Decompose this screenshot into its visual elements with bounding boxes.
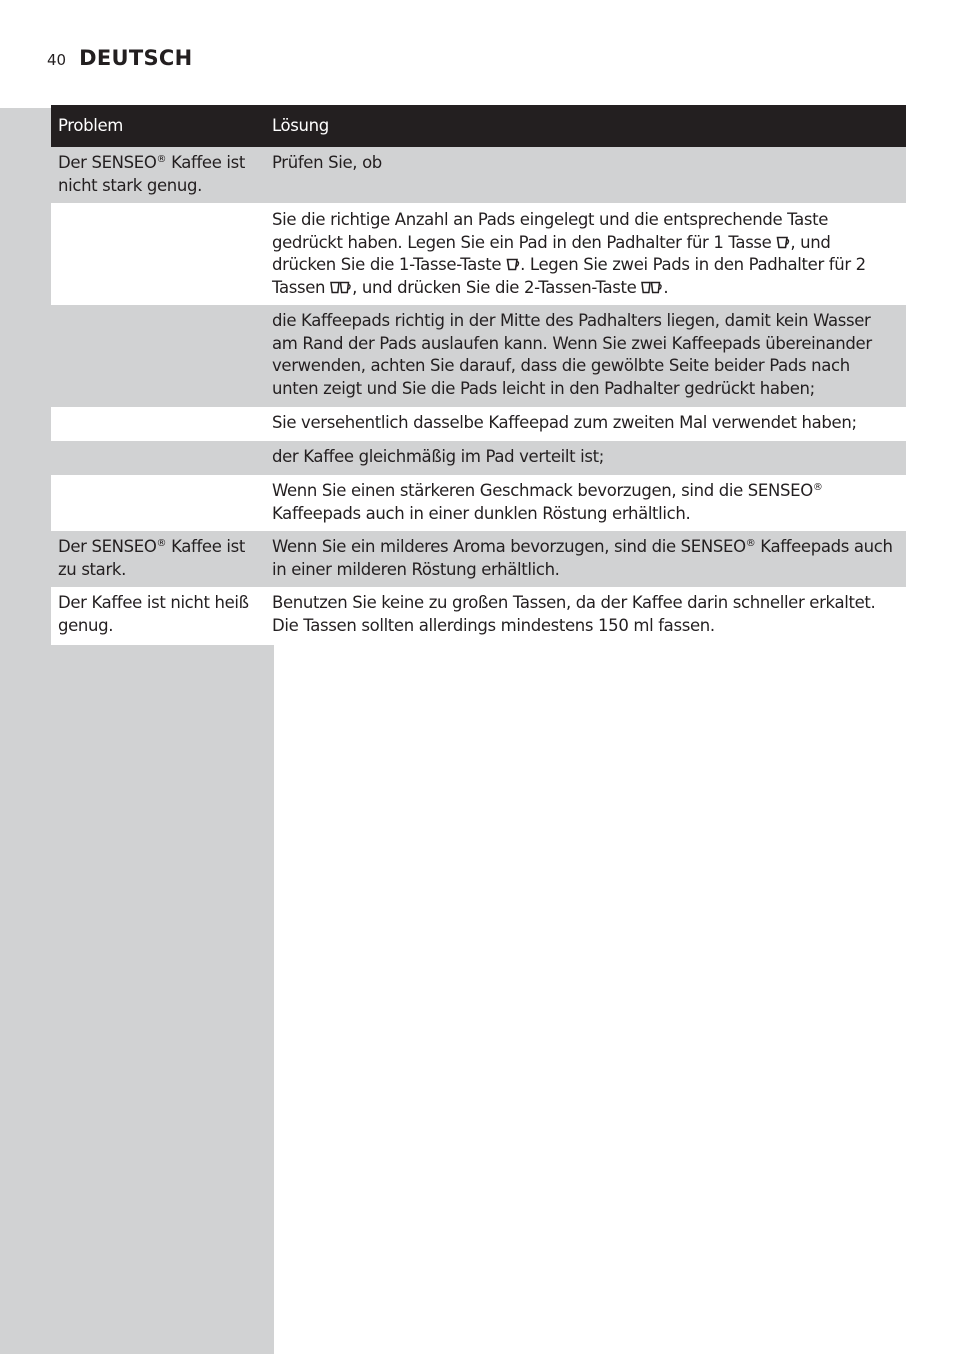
one-cup-icon	[776, 236, 790, 249]
solution-cell: die Kaffeepads richtig in der Mitte des Padhalters liegen, damit kein Wasser am Rand der Pads auslaufen kann. Wenn Sie zwei Kaffeepads übereinander verwenden, achten Sie darauf, dass die gewölbte Seite beider Pads nach unten zeigt und Sie die Pads leicht in den Padhalter gedrückt haben;	[265, 305, 906, 407]
problem-cell: Der Kaffee ist nicht heiß genug.	[51, 587, 265, 645]
column-header-problem: Problem	[51, 105, 265, 147]
problem-cell-empty	[51, 203, 265, 305]
one-cup-icon	[506, 258, 520, 271]
solution-cell: Sie versehentlich dasselbe Kaffeepad zum zweiten Mal verwendet haben;	[265, 407, 906, 441]
problem-cell-empty	[51, 305, 265, 407]
problem-cell-empty	[51, 441, 265, 475]
solution-cell: der Kaffee gleichmäßig im Pad verteilt ist;	[265, 441, 906, 475]
page-header	[47, 46, 192, 76]
table-row	[51, 407, 906, 441]
solution-cell: Wenn Sie ein milderes Aroma bevorzugen, sind die SENSEO® Kaffeepads auch in einer milderen Röstung erhältlich.	[265, 531, 906, 587]
solution-cell: Wenn Sie einen stärkeren Geschmack bevorzugen, sind die SENSEO® Kaffeepads auch in einer dunklen Röstung erhältlich.	[265, 475, 906, 531]
solution-cell: Prüfen Sie, ob	[265, 147, 906, 203]
problem-cell: Der SENSEO® Kaffee ist zu stark.	[51, 531, 265, 587]
section-title: DEUTSCH	[79, 46, 193, 70]
table-row	[51, 305, 906, 407]
table-row	[51, 475, 906, 531]
column-header-solution: Lösung	[265, 105, 906, 147]
problem-cell-empty	[51, 475, 265, 531]
table-row	[51, 531, 906, 587]
table-row	[51, 203, 906, 305]
problem-cell: Der SENSEO® Kaffee ist nicht stark genug.	[51, 147, 265, 203]
solution-cell: Sie die richtige Anzahl an Pads eingelegt und die entsprechende Taste gedrückt haben. Legen Sie ein Pad in den Padhalter für 1 Tasse , und drücken Sie die 1-Tasse-Taste . Legen Sie zwei Pads in den Padhalter für 2 Tassen , und drücken Sie die 2-Tassen-Taste .	[265, 203, 906, 305]
solution-cell: Benutzen Sie keine zu großen Tassen, da der Kaffee darin schneller erkaltet. Die Tassen sollten allerdings mindestens 150 ml fassen.	[265, 587, 906, 645]
table-row	[51, 147, 906, 203]
page-number: 40	[47, 51, 67, 69]
table-row	[51, 587, 906, 645]
problem-cell-empty	[51, 407, 265, 441]
table-row	[51, 441, 906, 475]
two-cups-icon	[330, 281, 352, 294]
table-header-row	[51, 105, 906, 147]
troubleshooting-table	[51, 105, 906, 645]
two-cups-icon	[641, 281, 663, 294]
